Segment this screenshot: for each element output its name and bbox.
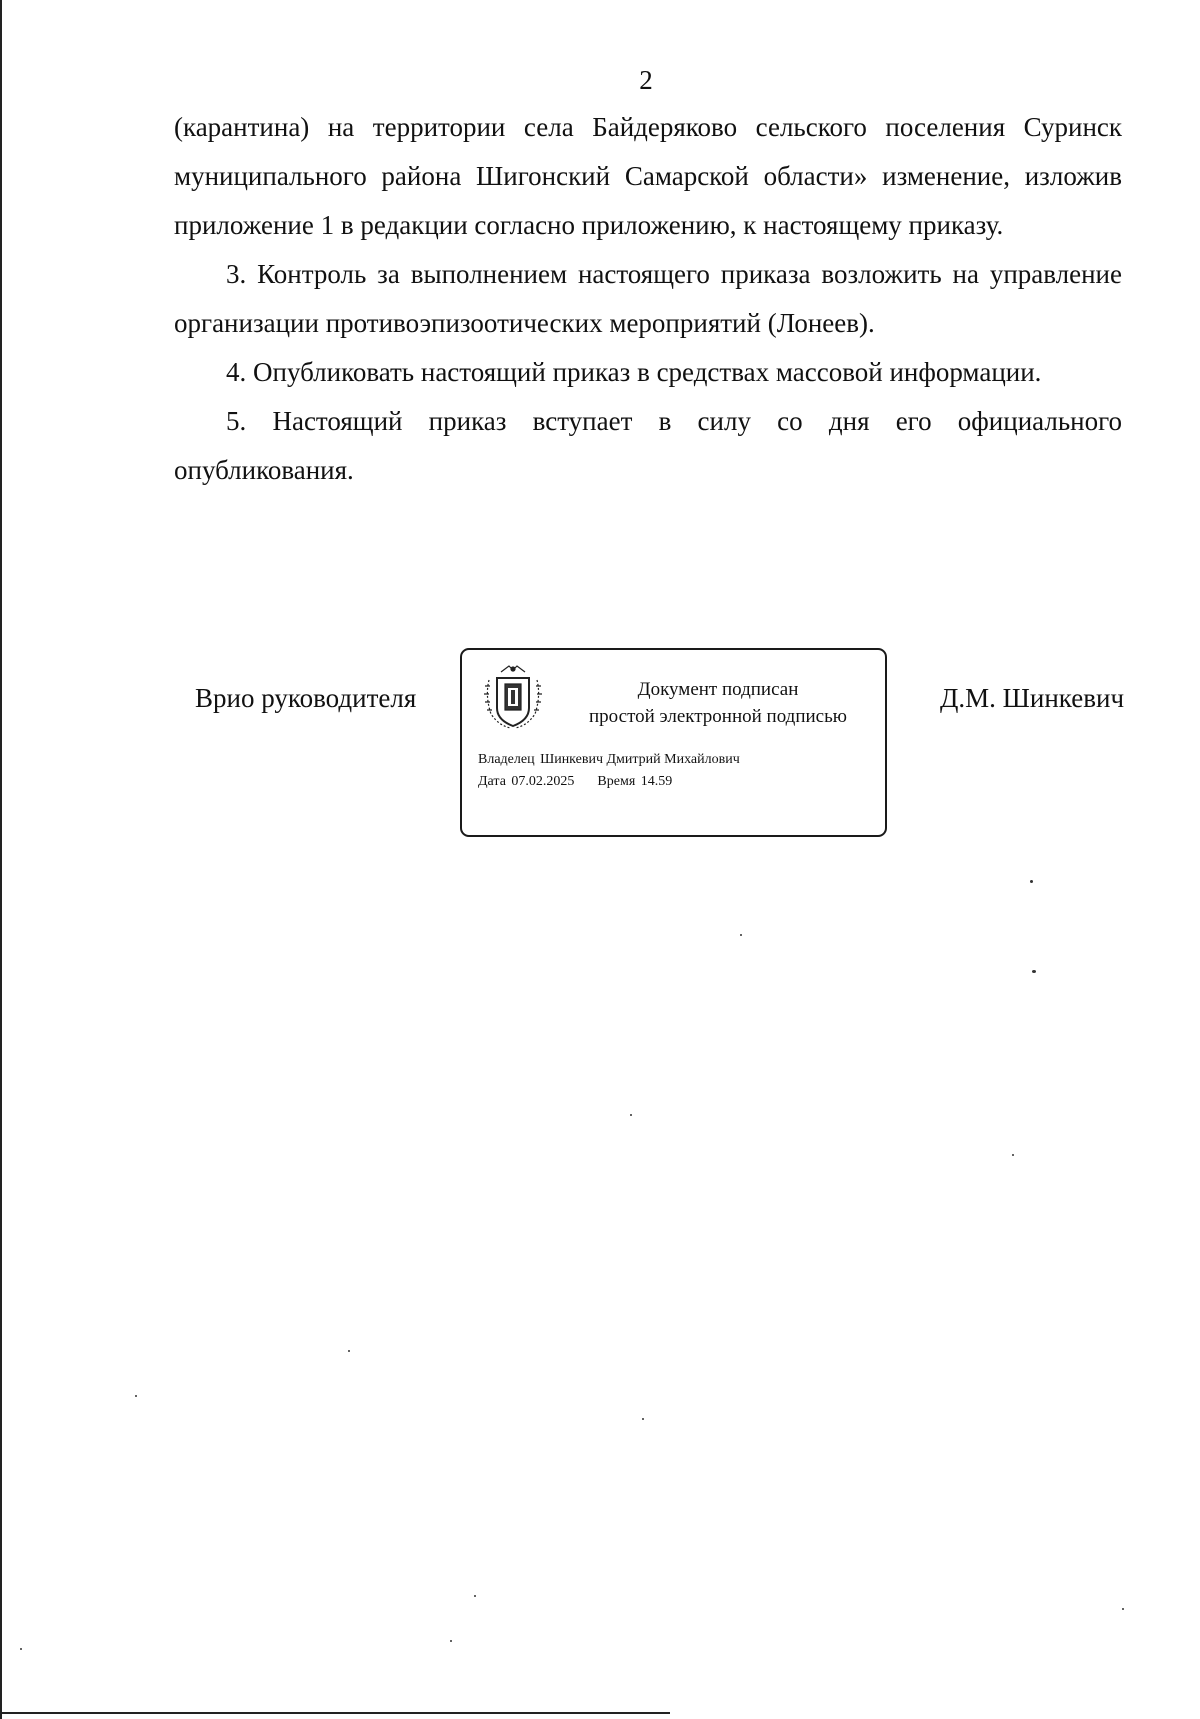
date-value: 07.02.2025 — [511, 774, 575, 789]
scan-speck — [642, 1418, 644, 1420]
signer-position-title: Врио руководителя — [195, 683, 417, 713]
scan-speck — [348, 1350, 350, 1352]
paragraph-item-5: 5. Настоящий приказ вступает в силу со дня его официального опубликования. — [174, 406, 1122, 485]
samara-region-coat-of-arms-icon — [477, 662, 549, 734]
stamp-heading-line-2: простой электронной подписью — [589, 706, 847, 727]
time-value: 14.59 — [640, 774, 673, 789]
scan-speck — [1122, 1608, 1124, 1610]
date-label: Дата — [478, 774, 506, 789]
scan-speck — [1032, 970, 1036, 973]
stamp-signer-info — [478, 749, 740, 793]
electronic-signature-stamp — [460, 648, 887, 837]
owner-label: Владелец — [478, 752, 535, 767]
owner-name: Шинкевич Дмитрий Михайлович — [540, 752, 740, 767]
page-number: 2 — [639, 65, 653, 95]
scan-edge-line-left — [0, 0, 2, 1719]
signer-name: Д.М. Шинкевич — [940, 683, 1125, 713]
scan-speck — [20, 1648, 22, 1650]
scan-speck — [1012, 1154, 1014, 1156]
time-label: Время — [597, 774, 636, 789]
scan-speck — [1030, 880, 1033, 883]
paragraph-item-3: 3. Контроль за выполнением настоящего приказа возложить на управление организации противоэпизоотических мероприятий (Лонеев). — [174, 259, 1122, 338]
paragraph-continuation: (карантина) на территории села Байдеряково сельского поселения Суринск муниципального района Шигонский Самарской области» изменение, изложив приложение 1 в редакции согласно приложению, к настоящему приказу. — [174, 112, 1122, 240]
scan-speck — [740, 934, 742, 936]
stamp-owner-row — [478, 749, 740, 771]
scan-speck — [474, 1595, 476, 1597]
signature-block — [0, 648, 1200, 843]
scan-edge-line-bottom — [0, 1712, 670, 1714]
stamp-heading — [558, 676, 878, 730]
stamp-datetime-row — [478, 771, 740, 793]
stamp-heading-line-1: Документ подписан — [637, 679, 799, 700]
scan-speck — [450, 1640, 452, 1642]
scan-speck — [630, 1114, 632, 1116]
paragraph-item-4: 4. Опубликовать настоящий приказ в средствах массовой информации. — [226, 357, 1042, 387]
scan-speck — [135, 1395, 137, 1397]
document-body — [174, 103, 1122, 495]
